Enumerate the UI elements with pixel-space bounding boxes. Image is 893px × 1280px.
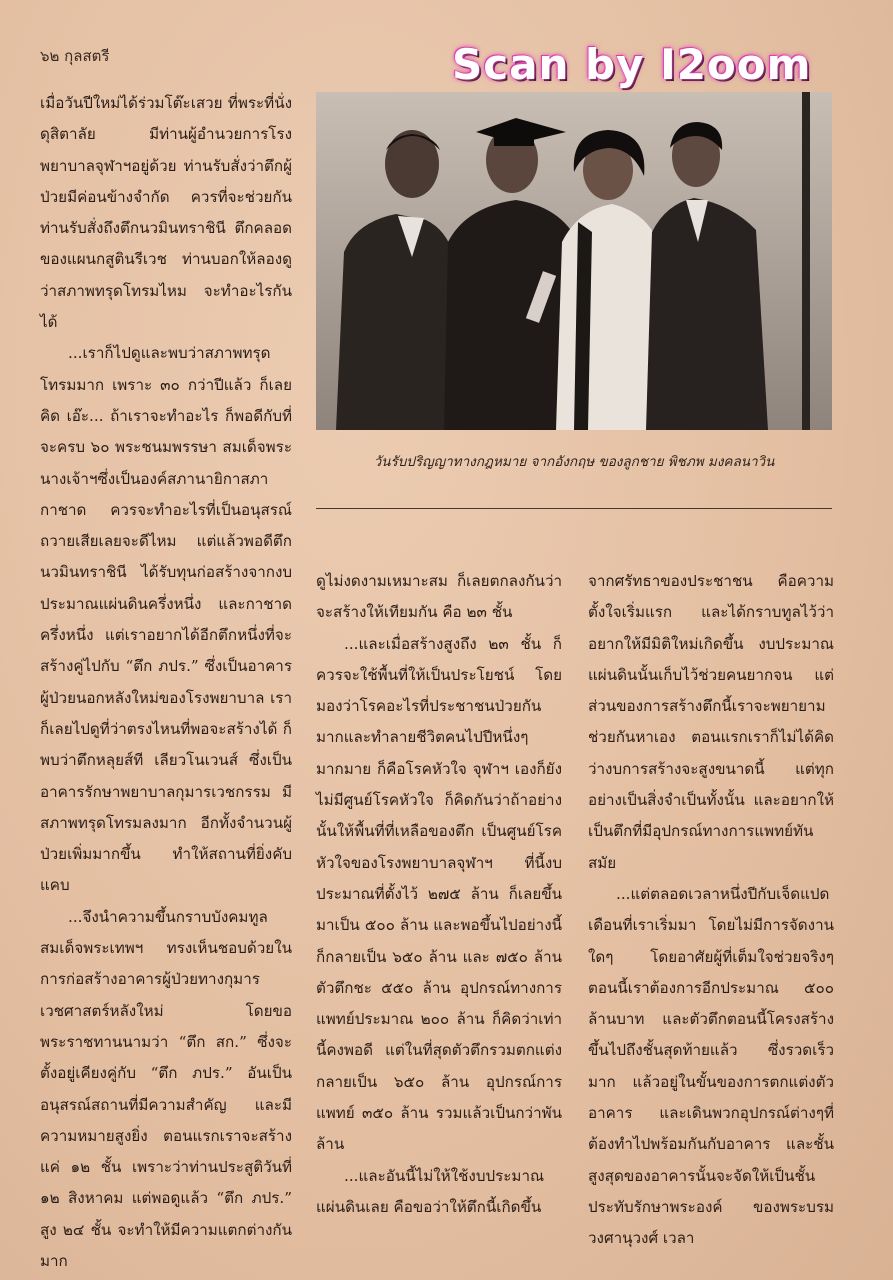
article-column-3 [588,566,834,1255]
paragraph: ...เราก็ไปดูและพบว่าสภาพทรุดโทรมมาก เพราะ ๓๐ กว่าปีแล้ว ก็เลยคิด เอ๊ะ... ถ้าเราจะทำอะไร ก็พอดีกับที่จะครบ ๖๐ พระชนมพรรษา สมเด็จพระนางเจ้าฯซึ่งเป็นองค์สภานายิกาสภากาชาด ควรจะทำอะไรที่เป็นอนุสรณ์ถวายเสียเลยจะดีไหม แต่แล้วพอดีตึกนวมินทราชินี ได้รับทุนก่อสร้างจากงบประมาณแผ่นดินครึ่งหนึ่ง และกาชาดครึ่งหนึ่ง แต่เราอยากได้อีกตึกหนึ่งที่จะสร้างคู่ไปกับ “ตึก ภปร.” ซึ่งเป็นอาคารผู้ป่วยนอกหลังใหม่ของโรงพยาบาล เราก็เลยไปดูที่ว่าตรงไหนที่พอจะสร้างได้ ก็พบว่าตึกหลุยส์ที เลียวโนเวนส์ ซึ่งเป็นอาคารรักษาพยาบาลกุมารเวชกรรม มีสภาพทรุดโทรมลงมาก อีกทั้งจำนวนผู้ป่วยเพิ่มมากขึ้น ทำให้สถานที่ยิ่งคับแคบ [40,344,292,895]
paragraph: เมื่อวันปีใหม่ได้ร่วมโต๊ะเสวย ที่พระที่นั่งดุสิตาลัย มีท่านผู้อำนวยการโรงพยาบาลจุฬาฯอยู่ด้วย ท่านรับสั่งว่าตึกผู้ป่วยมีค่อนข้างจำกัด ควรที่จะช่วยกัน ท่านรับสั่งถึงตึกนวมินทราชินี ตึกคลอดของแผนกสูตินรีเวช ท่านบอกให้ลองดูว่าสภาพทรุดโทรมไหม จะทำอะไรกันได้ [40,94,292,332]
photo-caption: วันรับปริญญาทางกฎหมาย จากอังกฤษ ของลูกชาย พิชภพ มงคลนาวิน [373,454,775,470]
article-column-2 [316,566,562,1223]
page-header: ๖๒ กุลสตรี [40,47,110,65]
paragraph: ...และเมื่อสร้างสูงถึง ๒๓ ชั้น ก็ควรจะใช้พื้นที่ให้เป็นประโยชน์ โดยมองว่าโรคอะไรที่ประชาชนป่วยกันมากและทำลายชีวิตคนไปปีหนึ่งๆ มากมาย ก็คือโรคหัวใจ จุฬาฯ เองก็ยังไม่มีศูนย์โรคหัวใจ ก็คิดกันว่าถ้าอย่างนั้นให้พื้นที่ที่เหลือของตึก เป็นศูนย์โรคหัวใจของโรงพยาบาลจุฬาฯ ที่นี้งบประมาณที่ตั้งไว้ ๒๗๕ ล้าน ก็เลยขึ้นมาเป็น ๕๐๐ ล้าน และพอขึ้นไปอย่างนี้ ก็กลายเป็น ๖๕๐ ล้าน และ ๗๕๐ ล้าน ตัวตึกชะ ๕๕๐ ล้าน อุปกรณ์ทางการแพทย์ประมาณ ๒๐๐ ล้าน ก็คิดว่าเท่านี้คงพอดี แต่ในที่สุดตัวตึกรวมตกแต่ง กลายเป็น ๖๕๐ ล้าน อุปกรณ์การแพทย์ ๓๕๐ ล้าน รวมแล้วเป็นกว่าพันล้าน [316,634,562,1154]
photo-illustration [316,92,832,430]
scan-watermark: Scan by I2oom [452,40,812,89]
paragraph: ...แต่ตลอดเวลาหนึ่งปีกับเจ็ดแปดเดือนที่เราเริ่มมา โดยไม่มีการจัดงานใดๆ โดยอาศัยผู้ที่เต็มใจช่วยจริงๆ ตอนนี้เราต้องการอีกประมาณ ๕๐๐ ล้านบาท และตัวตึกตอนนี้โครงสร้างขึ้นไปถึงชั้นสุดท้ายแล้ว ซึ่งรวดเร็วมาก แล้วอยู่ในขั้นของการตกแต่งตัวอาคาร และเดินพวกอุปกรณ์ต่างๆที่ต้องทำไปพร้อมกันกับอาคาร และชั้นสูงสุดของอาคารนั้นจะจัดให้เป็นชั้นประทับรักษาพระองค์ ของพระบรมวงศานุวงศ์ เวลา [588,884,834,1248]
paragraph: ...จึงนำความขึ้นกราบบังคมทูลสมเด็จพระเทพฯ ทรงเห็นชอบด้วยในการก่อสร้างอาคารผู้ป่วยทางกุมารเวชศาสตร์หลังใหม่ โดยขอพระราชทานนามว่า “ตึก สก.” ซึ่งจะตั้งอยู่เคียงคู่กับ “ตึก ภปร.” อันเป็นอนุสรณ์สถานที่มีความสำคัญ และมีความหมายสูงยิ่ง ตอนแรกเราจะสร้างแค่ ๑๒ ชั้น เพราะว่าท่านประสูติวันที่ ๑๒ สิงหาคม แต่พอดูแล้ว “ตึก ภปร.” สูง ๒๔ ชั้น จะทำให้มีความแตกต่างกันมาก [40,907,292,1270]
divider-line [316,508,832,509]
paragraph: จากศรัทธาของประชาชน คือความตั้งใจเริ่มแรก และได้กราบทูลไว้ว่าอยากให้มีมิติใหม่เกิดขึ้น งบประมาณแผ่นดินนั้นเก็บไว้ช่วยคนยากจน แต่ส่วนของการสร้างตึกนี้เราจะพยายาม ช่วยกันหาเอง ตอนแรกเราก็ไม่ได้คิดว่างบการสร้างจะสูงขนาดนี้ แต่ทุกอย่างเป็นสิ่งจำเป็นทั้งนั้น และอยากให้เป็นตึกที่มีอุปกรณ์ทางการแพทย์ทันสมัย [588,572,834,872]
paragraph: ดูไม่งดงามเหมาะสม ก็เลยตกลงกันว่าจะสร้างให้เทียมกัน คือ ๒๓ ชั้น [316,572,562,622]
article-column-1 [40,88,292,1277]
paragraph: ...และอันนี้ไม่ให้ใช้งบประมาณแผ่นดินเลย คือขอว่าให้ตึกนี้เกิดขึ้น [316,1166,545,1216]
family-graduation-photo [316,92,832,430]
